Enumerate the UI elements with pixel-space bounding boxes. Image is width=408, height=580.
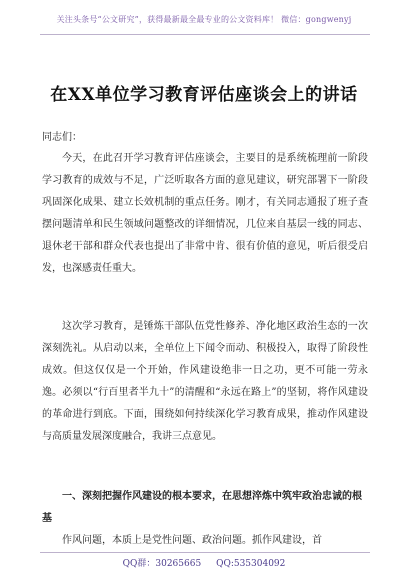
footer-qq-group: QQ群：30265665 — [122, 559, 202, 569]
section-heading-1: 一、深刻把握作风建设的根本要求，在思想淬炼中筑牢政治忠诚的根基 — [42, 491, 362, 524]
footer-divider — [40, 552, 370, 553]
header-note: 关注头条号“公文研究”，获得最新最全最专业的公文资料库！ 微信：gongwenyj — [56, 15, 352, 24]
document-title: 在XX单位学习教育评估座谈会上的讲话 — [50, 85, 358, 105]
paragraph-1: 今天，在此召开学习教育评估座谈会，主要目的是系统梳理前一阶段学习教育的成效与不足，广泛听取各方面的意见建议，研究部署下一阶段巩固深化成果、建立长效机制的重点任务。刚才，有关同志通报了班子查摆问题清单和民生领域问题整改的详细情况，几位来自基层一线的同志、退休老干部和群众代表也提出了非常中肯、很有价值的意见，听后很受启发，也深感责任重大。 — [42, 153, 368, 274]
salutation: 同志们： — [42, 132, 82, 143]
paragraph-3: 作风问题，本质上是党性问题、政治问题。抓作风建设，首 — [62, 535, 322, 546]
header-divider — [40, 34, 370, 35]
footer-qq: QQ:535304092 — [216, 559, 286, 569]
footer — [0, 556, 408, 569]
paragraph-2: 这次学习教育，是锤炼干部队伍党性修养、净化地区政治生态的一次深刻洗礼。从启动以来，全单位上下闻令而动、积极投入，取得了阶段性成效。但这仅仅是一个开始，作风建设绝非一日之功，更不可能一劳永逸。必须以“行百里者半九十”的清醒和“永远在路上”的坚韧，将作风建设的革命进行到底。下面，围绕如何持续深化学习教育成果，推动作风建设与高质量发展深度融合，我讲三点意见。 — [42, 321, 368, 442]
